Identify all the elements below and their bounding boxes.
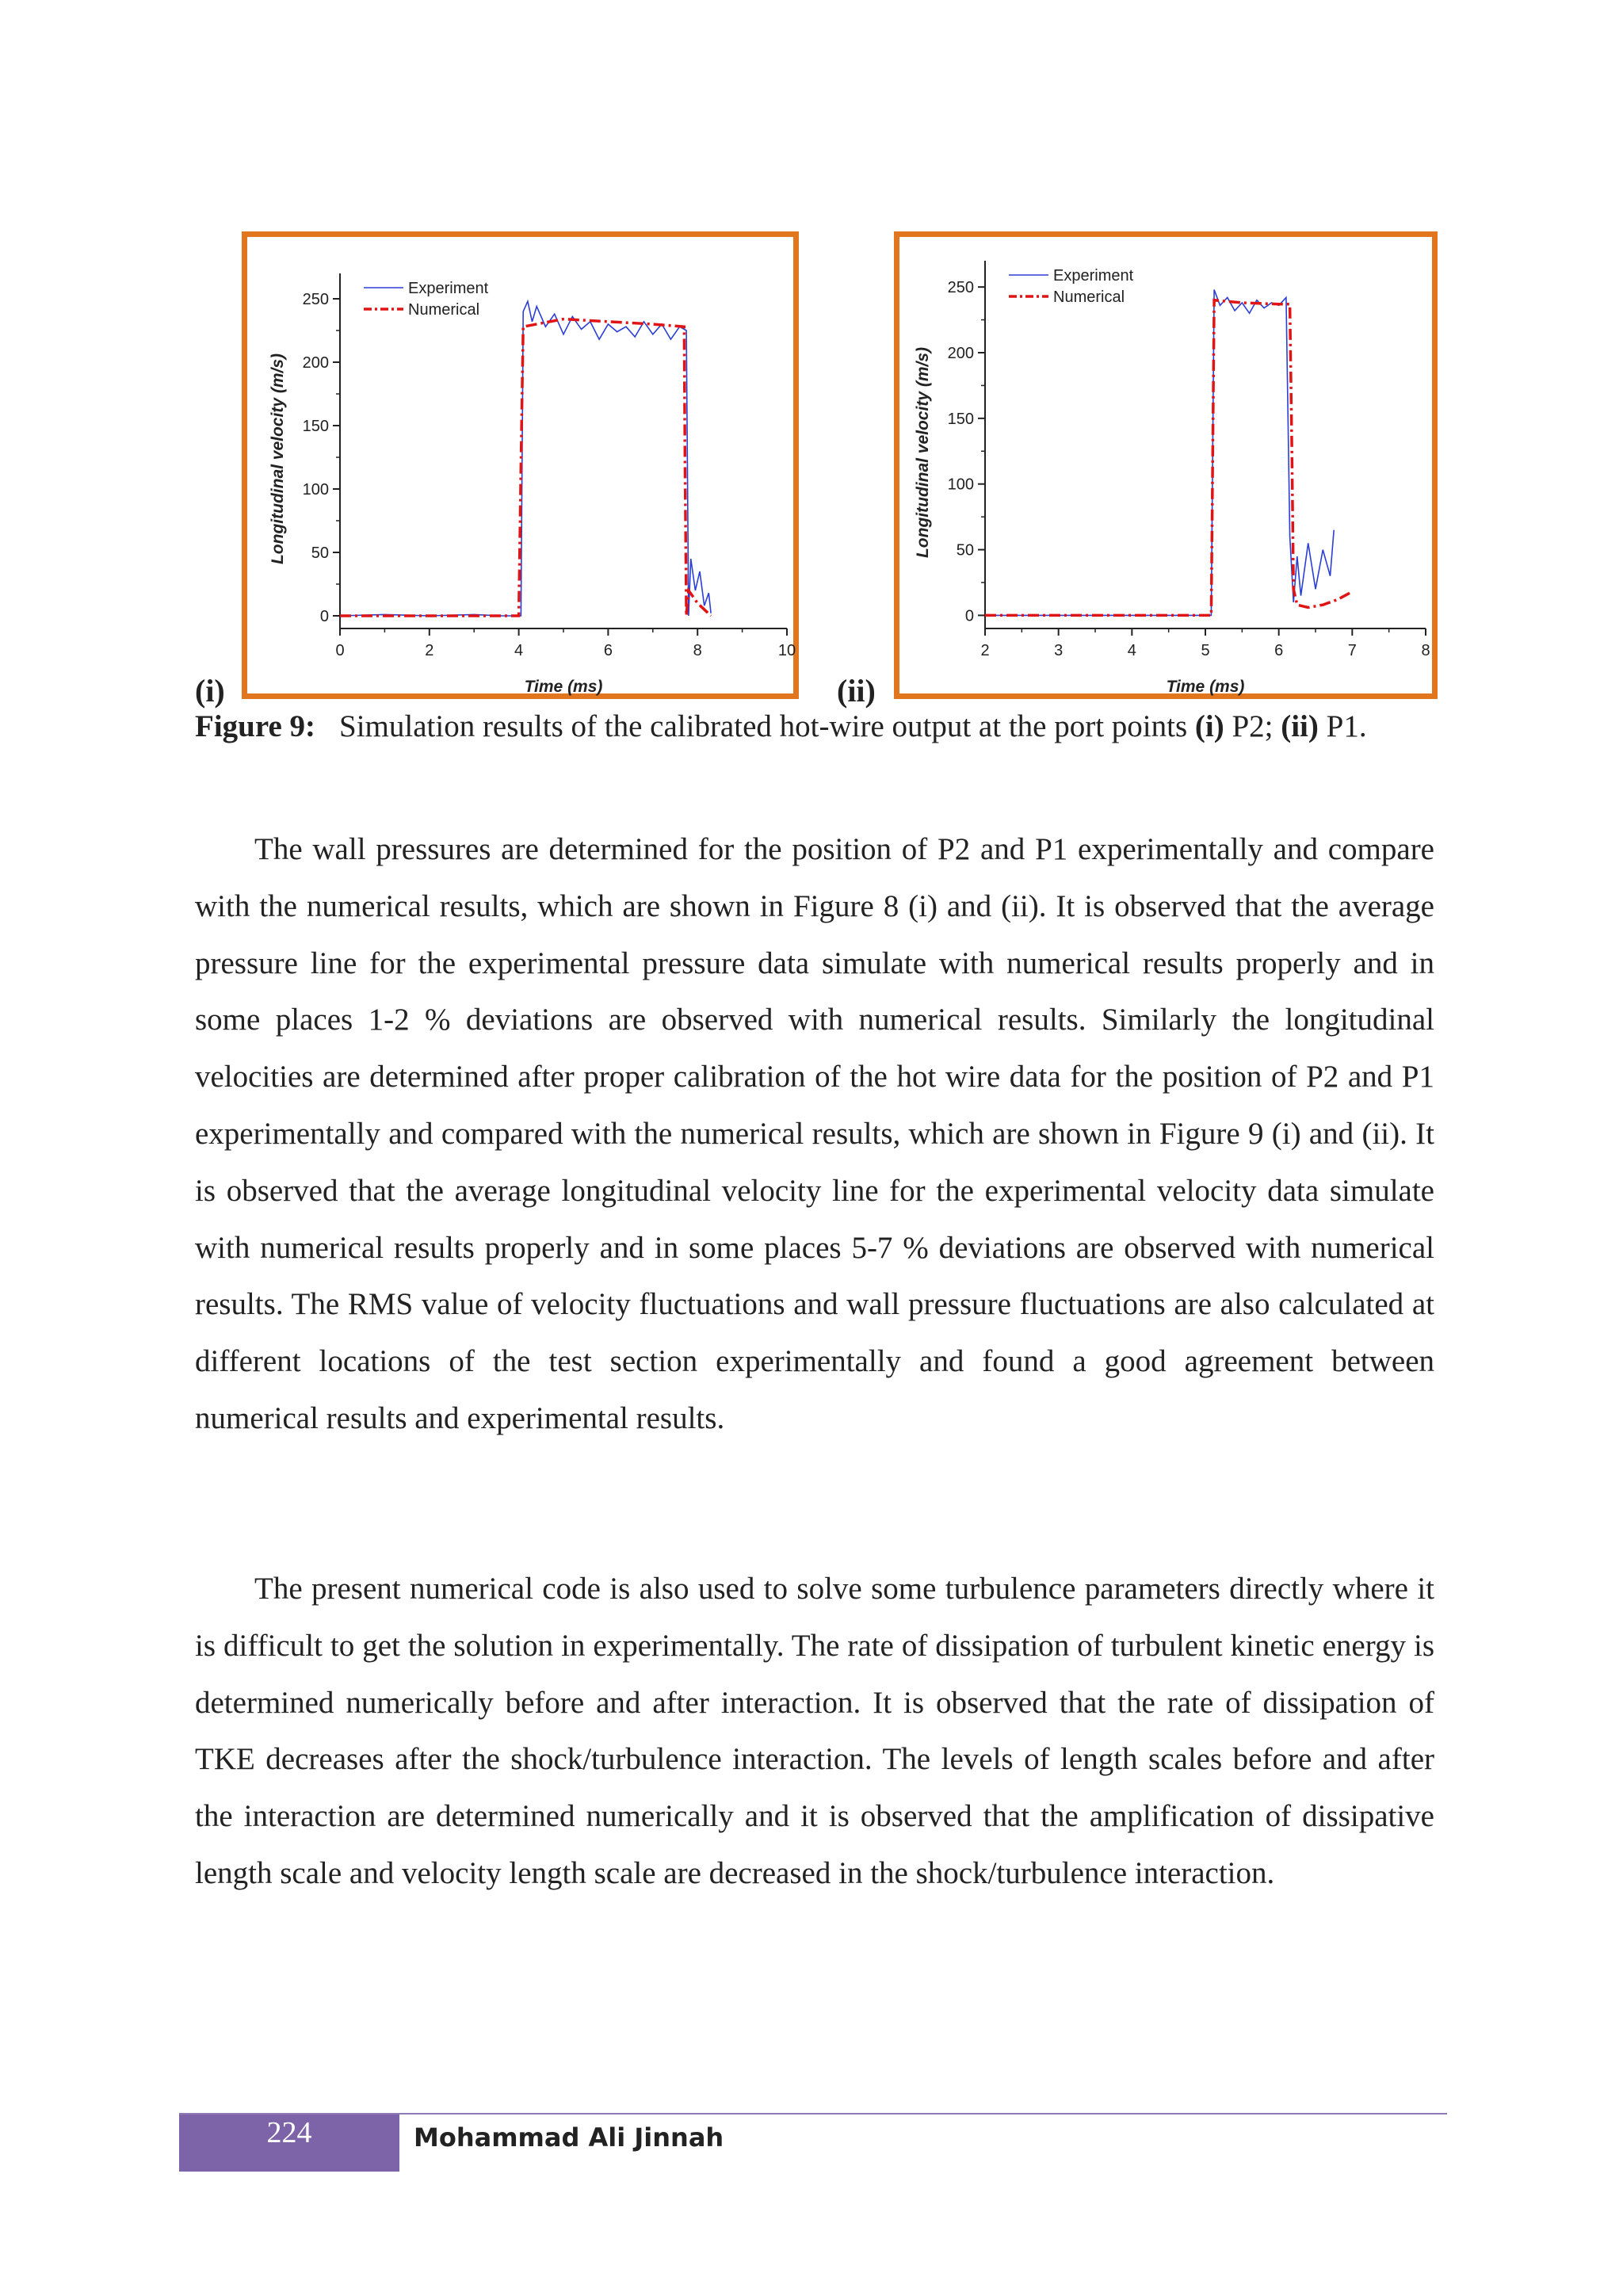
legend-label-experiment: Experiment — [1053, 267, 1134, 285]
y-tick-label: 150 — [947, 410, 974, 428]
y-tick-label: 250 — [302, 291, 329, 308]
legend-label-numerical: Numerical — [408, 301, 480, 319]
x-tick-label: 8 — [693, 642, 702, 659]
y-tick-label: 0 — [964, 607, 974, 625]
paragraph-1: The wall pressures are determined for the position of P2 and P1 experimentally and compare with the numerical results, which are shown in Figure 8 (i) and (ii). It is observed that the average pressure line for the experimental pressure data simulate with numerical results properly and in some places 1-2 % deviations are observed with numerical results. Similarly the longitudinal velocities are determined after proper calibration of the hot wire data for the position of P2 and P1 experimentally and compared with the numerical results, which are shown in Figure 9 (i) and (ii). It is observed that the average longitudinal velocity line for the experimental velocity data simulate with numerical results properly and in some places 5-7 % deviations are observed with numerical results. The RMS value of velocity fluctuations and wall pressure fluctuations are also calculated at different locations of the test section experimentally and found a good agreement between numerical results and experimental results. — [195, 832, 1434, 1435]
paragraph-2: The present numerical code is also used to solve some turbulence parameters directly where it is difficult to get the solution in experimentally. The rate of dissipation of turbulent kinetic energy is determined numerically before and after interaction. It is observed that the rate of dissipation of TKE decreases after the shock/turbulence interaction. The levels of length scales before and after the interaction are determined numerically and it is observed that the amplification of dissipative length scale and velocity length scale are decreased in the shock/turbulence interaction. — [195, 1572, 1434, 1890]
panel-label-i: (i) — [195, 673, 225, 709]
caption-i: (i) — [1194, 709, 1224, 743]
caption-p2: P2; — [1232, 709, 1274, 743]
series-line-experiment — [985, 290, 1334, 616]
panel-label-ii: (ii) — [837, 673, 876, 709]
figure-caption — [195, 708, 1439, 746]
y-tick-label: 100 — [947, 476, 974, 494]
page-number: 224 — [179, 2115, 399, 2172]
x-tick-label: 4 — [1127, 642, 1136, 659]
y-tick-label: 50 — [956, 541, 974, 560]
x-tick-label: 6 — [603, 642, 613, 659]
x-tick-label: 0 — [335, 642, 345, 659]
x-tick-label: 7 — [1347, 642, 1357, 659]
x-tick-label: 6 — [1274, 642, 1284, 659]
x-tick-label: 5 — [1201, 642, 1210, 659]
y-tick-label: 250 — [947, 279, 974, 297]
y-tick-label: 200 — [302, 354, 329, 372]
y-axis-label: Longitudinal velocity (m/s) — [269, 353, 287, 565]
series-line-experiment — [340, 301, 711, 616]
y-tick-label: 100 — [302, 481, 329, 499]
x-tick-label: 8 — [1421, 642, 1430, 659]
y-tick-label: 0 — [319, 608, 329, 625]
legend-label-numerical: Numerical — [1053, 288, 1125, 306]
chart-panel-i — [242, 231, 799, 699]
caption-text: Simulation results of the calibrated hot-wire output at the port points — [339, 709, 1188, 743]
y-tick-label: 200 — [947, 345, 974, 362]
caption-p1: P1. — [1326, 709, 1367, 743]
x-axis-label: Time (ms) — [1166, 678, 1245, 696]
caption-ii: (ii) — [1281, 709, 1319, 743]
x-axis-label: Time (ms) — [524, 678, 603, 696]
y-axis-label: Longitudinal velocity (m/s) — [914, 346, 932, 559]
legend-label-experiment: Experiment — [408, 280, 489, 297]
caption-head: Figure 9: — [195, 709, 316, 743]
footer-author: Mohammad Ali Jinnah — [414, 2122, 724, 2153]
x-tick-label: 2 — [425, 642, 434, 659]
y-tick-label: 150 — [302, 418, 329, 435]
series-line-numerical — [985, 300, 1352, 616]
x-tick-label: 3 — [1054, 642, 1064, 659]
x-tick-label: 2 — [980, 642, 990, 659]
chart-ii-svg — [899, 237, 1432, 696]
chart-panel-ii — [894, 231, 1438, 699]
series-line-numerical — [340, 319, 711, 616]
x-tick-label: 4 — [514, 642, 524, 659]
x-tick-label: 10 — [777, 642, 796, 659]
chart-i-svg — [247, 237, 796, 696]
y-tick-label: 50 — [311, 544, 329, 562]
